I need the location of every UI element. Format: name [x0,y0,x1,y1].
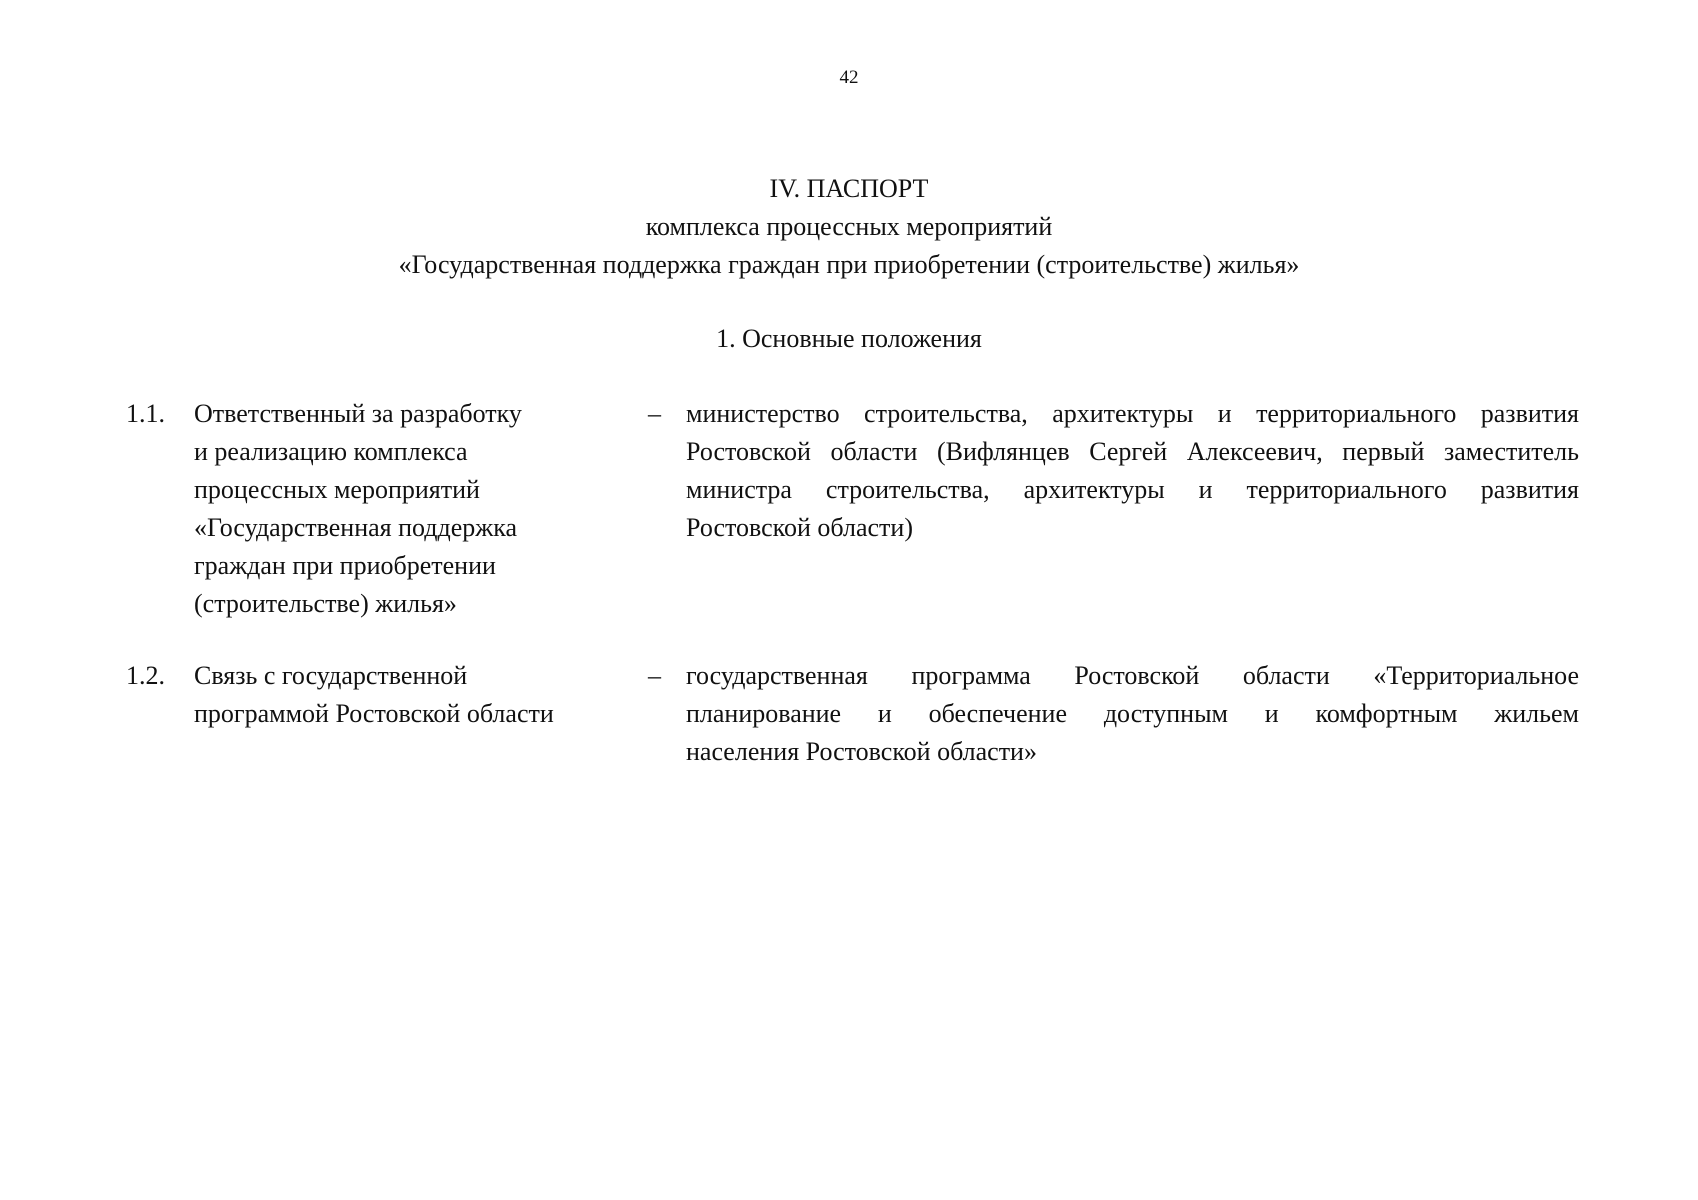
item-number: 1.1. [126,399,165,428]
item-label-line: Связь с государственной [194,661,468,690]
item-value [686,395,1579,547]
item-value-line: Ростовской области (Вифлянцев Сергей Алексеевич, первый заместитель [686,437,1579,466]
item-label [194,395,614,623]
item-value-line: министерство строительства, архитектуры и территориального развития [686,399,1579,428]
item-value-line: Ростовской области) [686,513,913,542]
item-label-line: Ответственный за разработку [194,399,522,428]
item-value-line: населения Ростовской области» [686,737,1037,766]
item-label-line: (строительстве) жилья» [194,589,457,618]
item-value-line: планирование и обеспечение доступным и комфортным жильем [686,699,1579,728]
item-value-line: министра строительства, архитектуры и территориального развития [686,475,1579,504]
page-number: 42 [839,67,859,88]
item-label-line: процессных мероприятий [194,475,480,504]
item-value-line: государственная программа Ростовской области «Территориальное [686,661,1579,690]
item-label-line: «Государственная поддержка [194,513,518,542]
item-dash: – [648,661,661,690]
item-label-line: граждан при приобретении [194,551,496,580]
item-label-line: и реализацию комплекса [194,437,468,466]
passport-title: IV. ПАСПОРТ [769,174,929,203]
item-dash: – [648,399,661,428]
section-title: 1. Основные положения [716,324,982,353]
item-number: 1.2. [126,661,165,690]
passport-subtitle: комплекса процессных мероприятий [645,212,1053,241]
item-label-line: программой Ростовской области [194,699,554,728]
item-value [686,657,1579,771]
item-label [194,657,614,733]
passport-program-name: «Государственная поддержка граждан при приобретении (строительстве) жилья» [398,250,1300,279]
